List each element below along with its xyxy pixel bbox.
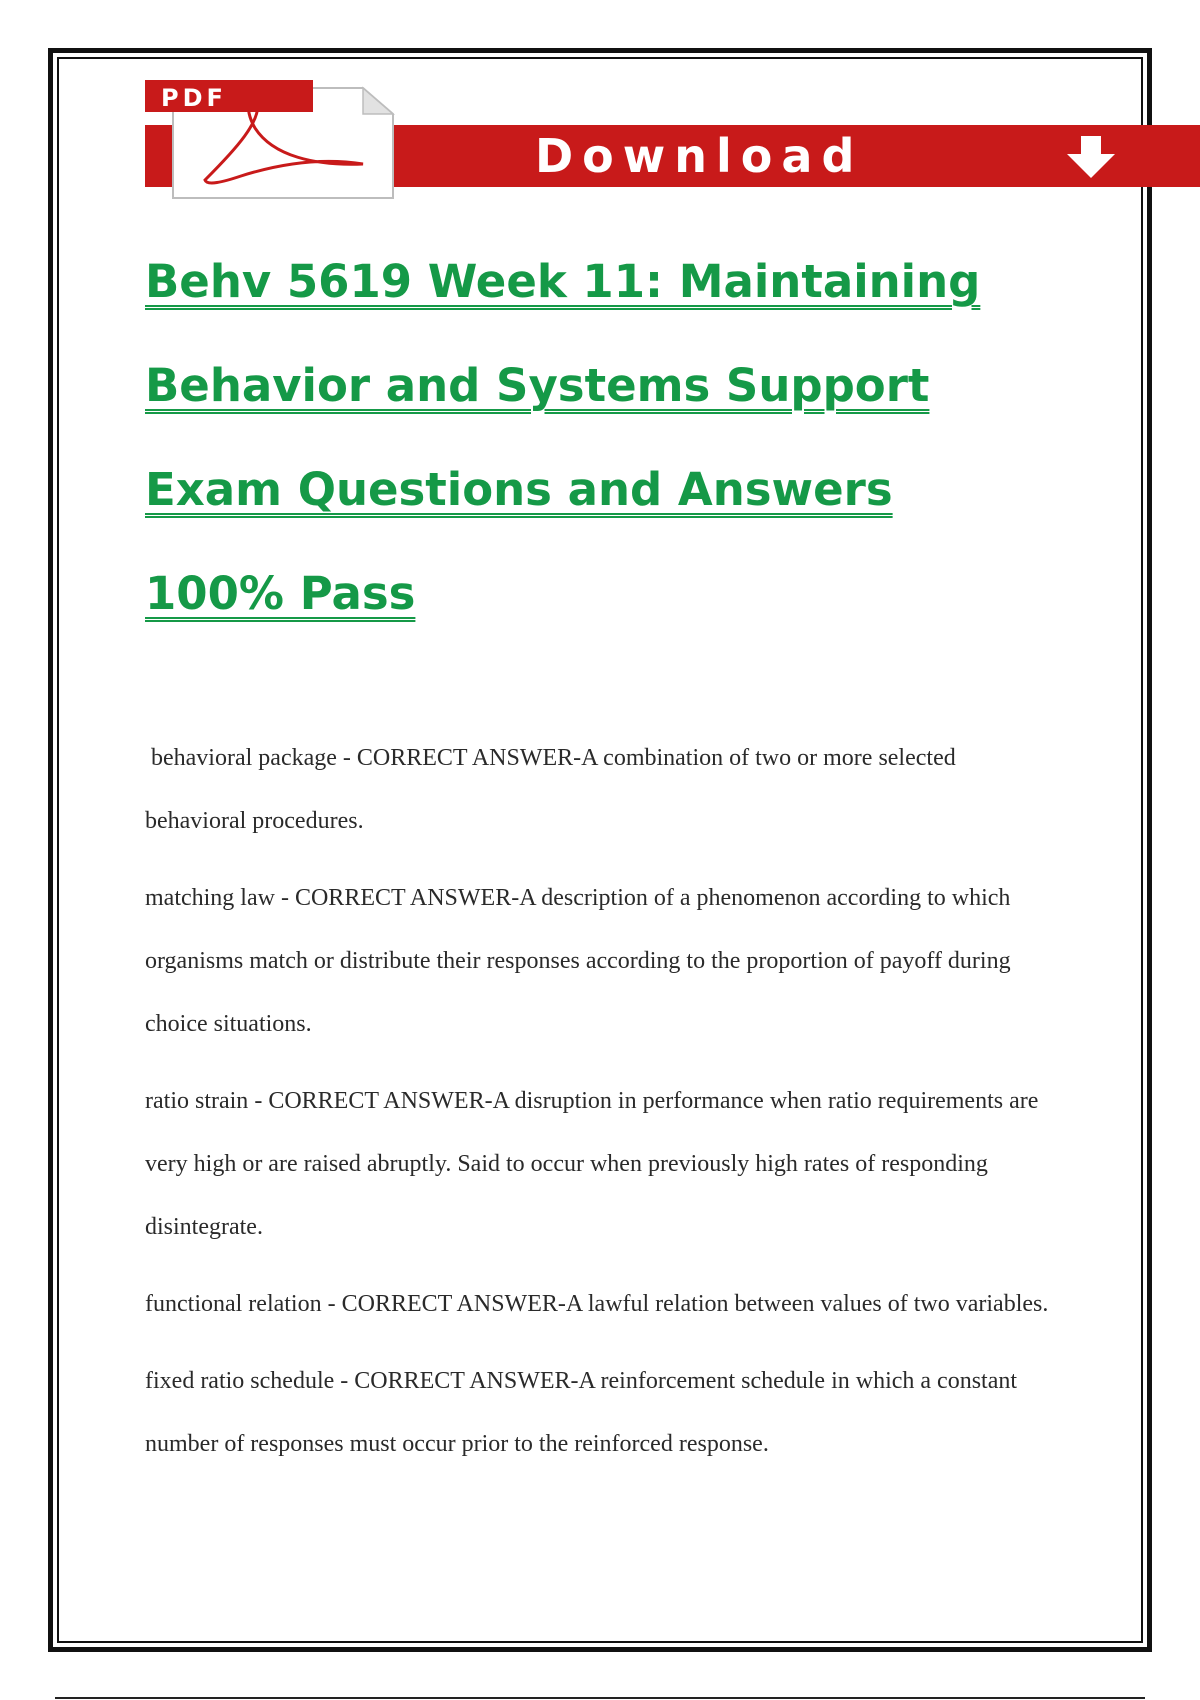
pdf-file-icon — [145, 80, 415, 200]
bottom-rule — [55, 1697, 1145, 1699]
pdf-label: PDF — [161, 84, 227, 112]
title-line[interactable]: Exam Questions and Answers — [145, 463, 893, 516]
download-label: Download — [535, 129, 864, 183]
qa-term: behavioral package — [151, 745, 337, 771]
qa-separator: - — [336, 745, 357, 771]
qa-separator: - — [334, 1368, 355, 1394]
qa-entry — [145, 1070, 1055, 1259]
qa-answer: CORRECT ANSWER-A description of a phenomenon according to which organisms match or distribute their responses according to the proportion of payoff during choice situations. — [145, 885, 1011, 1037]
title-line[interactable]: Behavior and Systems Support — [145, 359, 930, 412]
qa-term: ratio strain — [145, 1088, 249, 1114]
pdf-download-banner[interactable] — [145, 80, 1200, 200]
down-arrow-icon — [1055, 132, 1135, 182]
qa-answer: CORRECT ANSWER-A reinforcement schedule in which a constant number of responses must occur prior to the reinforced response. — [145, 1368, 1018, 1457]
title-line[interactable]: Behv 5619 Week 11: Maintaining — [145, 255, 981, 308]
qa-entry — [145, 727, 1055, 853]
title-line[interactable]: 100% Pass — [145, 567, 416, 620]
qa-list — [145, 727, 1055, 1490]
qa-entry — [145, 1273, 1055, 1336]
qa-term: functional relation — [145, 1291, 322, 1317]
qa-answer: CORRECT ANSWER-A lawful relation between values of two variables. — [341, 1291, 1049, 1317]
qa-entry — [145, 1350, 1055, 1476]
qa-term: matching law — [145, 885, 275, 911]
qa-answer: CORRECT ANSWER-A combination of two or more selected behavioral procedures. — [145, 745, 956, 834]
qa-separator: - — [321, 1291, 342, 1317]
qa-term: fixed ratio schedule — [145, 1368, 335, 1394]
qa-answer: CORRECT ANSWER-A disruption in performance when ratio requirements are very high or are raised abruptly. Said to occur when previously high rates of responding disintegrate. — [145, 1088, 1039, 1240]
qa-entry — [145, 867, 1055, 1056]
qa-separator: - — [248, 1088, 269, 1114]
qa-separator: - — [274, 885, 295, 911]
document-title[interactable] — [145, 230, 1085, 646]
